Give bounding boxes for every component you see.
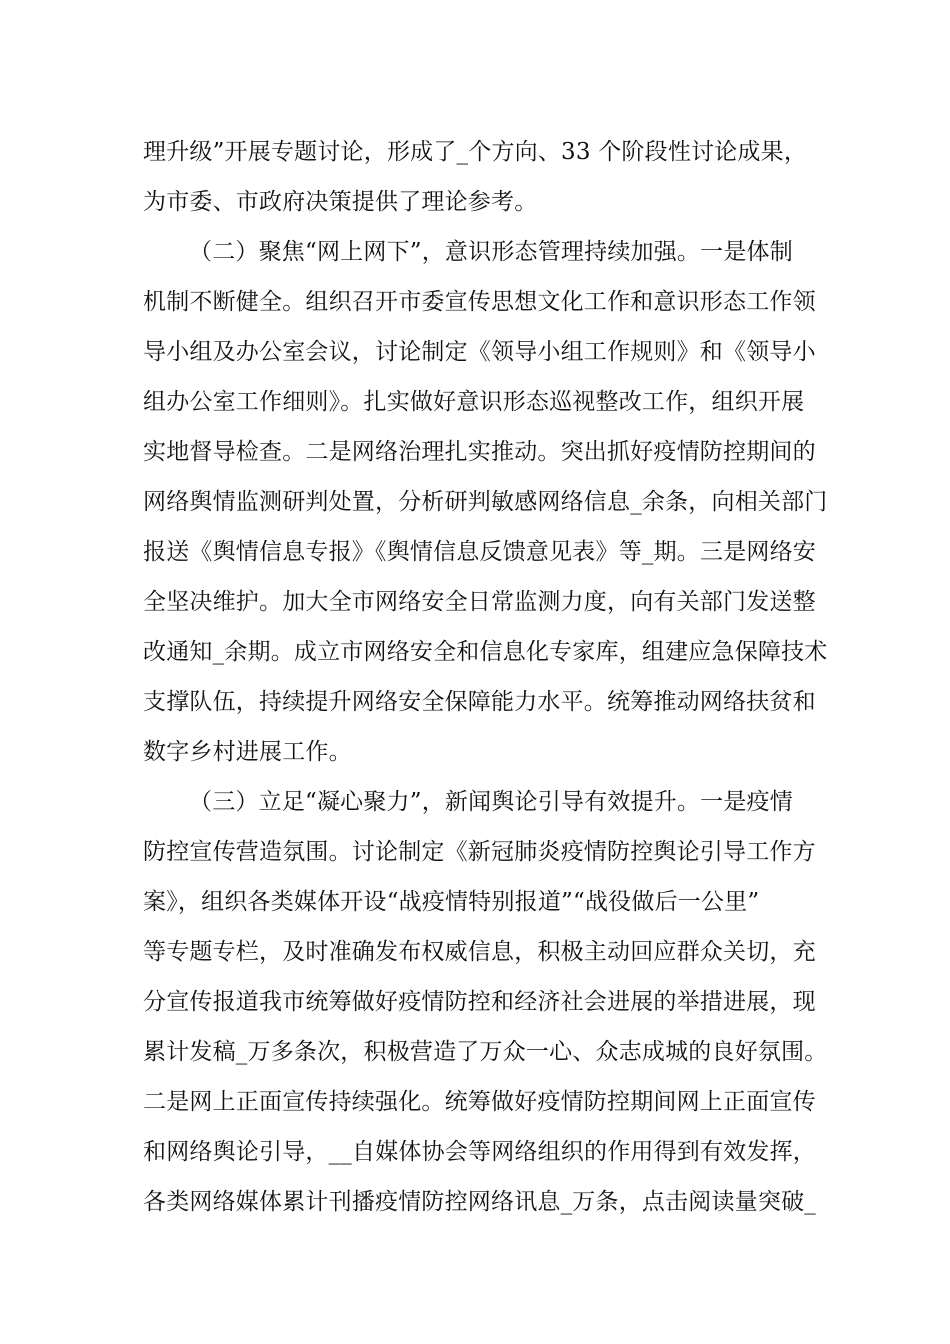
text-line: 组办公室工作细则》。扎实做好意识形态巡视整改工作，组织开展 bbox=[143, 389, 805, 415]
paragraph-heading-3: （三）立足“凝心聚力”，新闻舆论引导有效提升。一是疫情 bbox=[189, 789, 793, 815]
text-line: 二是网上正面宣传持续强化。统筹做好疫情防控期间网上正面宣传 bbox=[143, 1089, 816, 1115]
text-line: 等专题专栏，及时准确发布权威信息，积极主动回应群众关切，充 bbox=[143, 939, 816, 965]
text-line: 累计发稿_万多条次，积极营造了万众一心、众志成城的良好氛围。 bbox=[143, 1039, 828, 1065]
paragraph-heading-2: （二）聚焦“网上网下”，意识形态管理持续加强。一是体制 bbox=[189, 239, 793, 265]
text-line: 各类网络媒体累计刊播疫情防控网络讯息_万条，点击阅读量突破_ bbox=[143, 1189, 816, 1215]
text-line: 为市委、市政府决策提供了理论参考。 bbox=[143, 189, 538, 215]
text-line: 网络舆情监测研判处置，分析研判敏感网络信息_余条，向相关部门 bbox=[143, 489, 828, 515]
text-line: 报送《舆情信息专报》《舆情信息反馈意见表》等_期。三是网络安 bbox=[143, 539, 816, 565]
text-line: 案》，组织各类媒体开设“战疫情特别报道”“战役做后一公里” bbox=[143, 889, 760, 915]
text-line: 数字乡村进展工作。 bbox=[143, 739, 352, 765]
text-line: 改通知_余期。成立市网络安全和信息化专家库，组建应急保障技术 bbox=[143, 639, 828, 665]
text-line: 分宣传报道我市统筹做好疫情防控和经济社会进展的举措进展，现 bbox=[143, 989, 816, 1015]
text-line: 机制不断健全。组织召开市委宣传思想文化工作和意识形态工作领 bbox=[143, 289, 816, 315]
text-line: 全坚决维护。加大全市网络安全日常监测力度，向有关部门发送整 bbox=[143, 589, 816, 615]
text-line: 理升级”开展专题讨论，形成了_个方向、33 个阶段性讨论成果， bbox=[143, 139, 808, 165]
text-line: 支撑队伍，持续提升网络安全保障能力水平。统筹推动网络扶贫和 bbox=[143, 689, 816, 715]
text-line: 和网络舆论引导，__自媒体协会等网络组织的作用得到有效发挥， bbox=[143, 1139, 816, 1165]
text-line: 防控宣传营造氛围。讨论制定《新冠肺炎疫情防控舆论引导工作方 bbox=[143, 839, 816, 865]
text-line: 导小组及办公室会议，讨论制定《领导小组工作规则》和《领导小 bbox=[143, 339, 816, 365]
text-line: 实地督导检查。二是网络治理扎实推动。突出抓好疫情防控期间的 bbox=[143, 439, 816, 465]
